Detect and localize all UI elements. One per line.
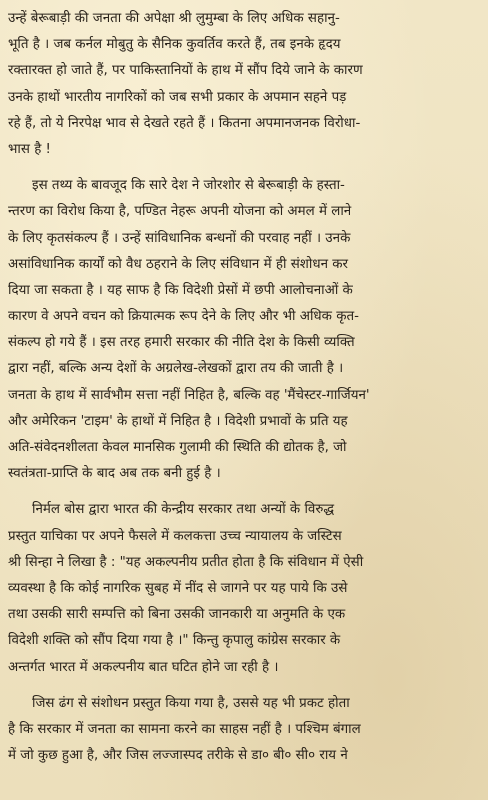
text-line: और अमेरिकन 'टाइम' के हाथों में निहित है । विदेशी प्रभावों के प्रति यह xyxy=(8,413,348,429)
text-line: तथा उसकी सारी सम्पत्ति को बिना उसकी जानकारी या अनुमति के एक xyxy=(8,607,346,623)
text-line: श्री सिन्हा ने लिखा है : "यह अकल्पनीय प्रतीत होता है कि संविधान में ऐसी xyxy=(8,554,364,570)
text-line: उनके हाथों भारतीय नागरिकों को जब सभी प्रकार के अपमान सहने पड़ xyxy=(8,89,347,105)
text-line: जिस ढंग से संशोधन प्रस्तुत किया गया है, उससे यह भी प्रकट होता xyxy=(32,695,350,711)
paragraph-spacer xyxy=(8,163,484,173)
text-line: दिया जा सकता है । यह साफ है कि विदेशी प्रेसों में छपी आलोचनाओं के xyxy=(8,282,353,298)
text-line: उन्हें बेरूबाड़ी की जनता की अपेक्षा श्री लुमुम्बा के लिए अधिक सहानु- xyxy=(8,11,340,26)
text-line: असांविधानिक कार्यों को वैध ठहराने के लिए संविधान में ही संशोधन कर xyxy=(8,256,349,272)
text-line: अति-संवेदनशीलता केवल मानसिक गुलामी की स्थिति की द्योतक है, जो xyxy=(8,440,347,455)
paragraph xyxy=(8,497,484,680)
text-line: में जो कुछ हुआ है, और जिस लज्जास्पद तरीके से डा० बी० सी० राय ने xyxy=(8,748,348,764)
text-line: द्वारा नहीं, बल्कि अन्य देशों के अग्रलेख-लेखकों द्वारा तय की जाती है । xyxy=(8,361,344,377)
text-line: स्वतंत्रता-प्राप्ति के बाद अब तक बनी हुई है । xyxy=(8,466,221,482)
page-body-text xyxy=(8,6,484,769)
text-line: भूति है । जब कर्नल मोबुतु के सैनिक कुवर्तिव करते हैं, तब इनके हृदय xyxy=(8,37,341,53)
text-line: न्तरण का विरोध किया है, पण्डित नेहरू अपनी योजना को अमल में लाने xyxy=(8,204,352,220)
paragraph xyxy=(8,173,484,487)
text-line: व्यवस्था है कि कोई नागरिक सुबह में नींद से जागने पर यह पाये कि उसे xyxy=(8,580,348,596)
text-line: संकल्प हो गये हैं । इस तरह हमारी सरकार की नीति देश के किसी व्यक्ति xyxy=(8,335,355,351)
paragraph xyxy=(8,691,484,770)
text-line: निर्मल बोस द्वारा भारत की केन्द्रीय सरकार तथा अन्यों के विरुद्ध xyxy=(32,502,335,518)
text-line: के लिए कृतसंकल्प हैं । उन्हें सांविधानिक बन्धनों की परवाह नहीं । उनके xyxy=(8,230,351,246)
text-line: है कि सरकार में जनता का सामना करने का साहस नहीं है । पश्चिम बंगाल xyxy=(8,721,361,737)
text-line: इस तथ्य के बावजूद कि सारे देश ने जोरशोर से बेरूबाड़ी के हस्ता- xyxy=(32,178,345,194)
text-line: रहे हैं, तो ये निरपेक्ष भाव से देखते रहते हैं । कितना अपमानजनक विरोधा- xyxy=(8,115,361,131)
text-line: विदेशी शक्ति को सौंप दिया गया है ।" किन्तु कृपालु कांग्रेस सरकार के xyxy=(8,633,341,649)
paragraph-spacer xyxy=(8,681,484,691)
text-line: प्रस्तुत याचिका पर अपने फैसले में कलकत्ता उच्च न्यायालय के जस्टिस xyxy=(8,528,342,544)
text-line: अन्तर्गत भारत में अकल्पनीय बात घटित होने जा रही है । xyxy=(8,659,279,675)
text-line: भास है ! xyxy=(8,141,51,157)
text-line: जनता के हाथ में सार्वभौम सत्ता नहीं निहित है, बल्कि वह 'मैंचेस्टर-गार्जियन' xyxy=(8,387,370,403)
text-line: कारण वे अपने वचन को क्रियात्मक रूप देने के लिए और भी अधिक कृत- xyxy=(8,309,359,325)
paragraph-spacer xyxy=(8,487,484,497)
paragraph xyxy=(8,6,484,163)
text-line: रक्तारक्त हो जाते हैं, पर पाकिस्तानियों के हाथ में सौंप दिये जाने के कारण xyxy=(8,63,363,79)
